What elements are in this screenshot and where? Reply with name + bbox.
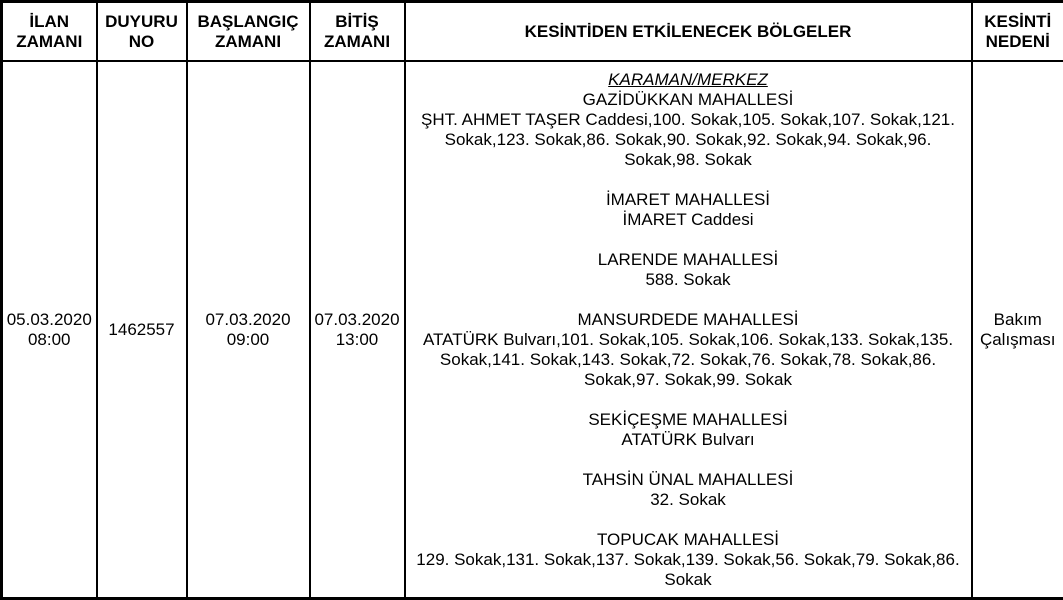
- cell-baslangic-zamani: [187, 61, 310, 599]
- baslangic-date: 07.03.2020: [205, 309, 291, 329]
- neighborhood-streets: 588. Sokak: [645, 269, 731, 289]
- bitis-date: 07.03.2020: [314, 309, 400, 329]
- neighborhood-name: LARENDE MAHALLESİ: [597, 249, 779, 269]
- region-section: [411, 190, 966, 230]
- bitis-time: 13:00: [335, 329, 379, 349]
- neighborhood-streets: ATATÜRK Bulvarı: [621, 429, 755, 449]
- header-bolgeler: KESİNTİDEN ETKİLENECEK BÖLGELER: [405, 2, 972, 62]
- header-duyuru-no: DUYURU NO: [97, 2, 187, 62]
- neighborhood-streets: 32. Sokak: [650, 489, 726, 509]
- cell-bolgeler: [405, 61, 972, 599]
- header-kesinti-nedeni: KESİNTİ NEDENİ: [972, 2, 1063, 62]
- cell-bitis-zamani: [310, 61, 405, 599]
- cell-duyuru-no: 1462557: [97, 61, 187, 599]
- header-ilan-zamani: İLAN ZAMANI: [2, 2, 97, 62]
- neighborhood-streets: 129. Sokak,131. Sokak,137. Sokak,139. Sokak,56. Sokak,79. Sokak,86. Sokak: [416, 549, 960, 589]
- neighborhood-streets: ATATÜRK Bulvarı,101. Sokak,105. Sokak,106. Sokak,133. Sokak,135. Sokak,141. Sokak,143. Sokak,72. Sokak,76. Sokak,78. Sokak,86. Sokak,97. Sokak,99. Sokak: [422, 329, 954, 389]
- region-section: [411, 310, 966, 390]
- region-section: [411, 410, 966, 450]
- region-section: [411, 470, 966, 510]
- cell-kesinti-nedeni: Bakım Çalışması: [972, 61, 1063, 599]
- table-header-row: [2, 2, 1063, 62]
- district-name: KARAMAN/MERKEZ: [608, 69, 768, 89]
- header-baslangic-zamani: BAŞLANGIÇ ZAMANI: [187, 2, 310, 62]
- neighborhood-name: MANSURDEDE MAHALLESİ: [577, 309, 799, 329]
- neighborhood-name: TAHSİN ÜNAL MAHALLESİ: [582, 469, 794, 489]
- neighborhood-name: TOPUCAK MAHALLESİ: [596, 529, 780, 549]
- ilan-time: 08:00: [27, 329, 71, 349]
- ilan-date: 05.03.2020: [6, 309, 92, 329]
- neighborhood-streets: İMARET Caddesi: [622, 209, 754, 229]
- baslangic-time: 09:00: [226, 329, 270, 349]
- region-section: [411, 250, 966, 290]
- header-bitis-zamani: BİTİŞ ZAMANI: [310, 2, 405, 62]
- neighborhood-name: İMARET MAHALLESİ: [605, 189, 771, 209]
- neighborhood-name: GAZİDÜKKAN MAHALLESİ: [582, 89, 794, 109]
- neighborhood-name: SEKİÇEŞME MAHALLESİ: [588, 409, 788, 429]
- region-section: [411, 530, 966, 590]
- region-section: [411, 90, 966, 170]
- cell-ilan-zamani: [2, 61, 97, 599]
- table-row: [2, 61, 1063, 599]
- neighborhood-streets: ŞHT. AHMET TAŞER Caddesi,100. Sokak,105. Sokak,107. Sokak,121. Sokak,123. Sokak,86. Sokak,90. Sokak,92. Sokak,94. Sokak,96. Sokak,98. Sokak: [421, 109, 955, 169]
